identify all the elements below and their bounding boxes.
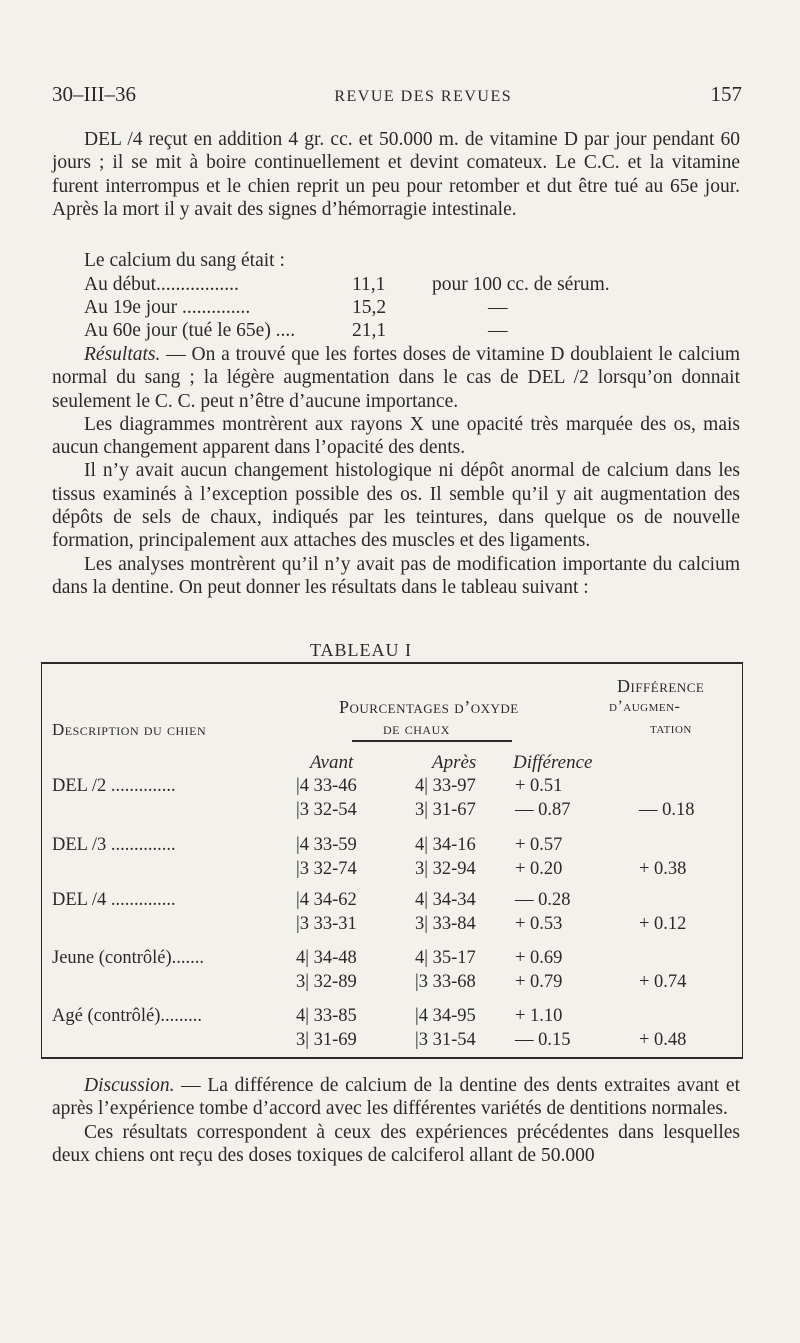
cell-avant: |4 34-62 — [296, 890, 357, 910]
discussion-label: Discussion. — [84, 1075, 175, 1096]
cell-avant: |4 33-59 — [296, 835, 357, 855]
cell-difference: — 0.15 — [515, 1030, 571, 1050]
calcium-intro: Le calcium du sang était : — [84, 250, 285, 271]
histology-paragraph: Il n’y avait aucun changement histologique ni dépôt anormal de calcium dans les tissus examinés à l’exception possible des os. Il semble qu’il y ait augmentation des dépôts de sels de chaux, indiqués par les teintures, dans quelque os de nouvelle formation, principalement aux attaches des muscles et des ligaments. — [52, 460, 740, 552]
table-row — [52, 835, 742, 859]
calcium-row-value: 15,2 — [352, 297, 387, 318]
conclusion-paragraph: Ces résultats correspondent à ceux des expériences précédentes dans lesquelles deux chiens ont reçu des doses toxiques de calciferol allant de 50.000 — [52, 1121, 740, 1166]
calcium-row — [84, 320, 508, 342]
table-row — [52, 776, 742, 800]
results-paragraph — [52, 343, 740, 413]
cell-apres: 4| 33-97 — [415, 776, 476, 796]
cell-augmentation: + 0.38 — [639, 859, 687, 879]
analysis-paragraph: Les analyses montrèrent qu’il n’y avait pas de modification importante du calcium dans la dentine. On peut donner les résultats dans le tableau suivant : — [52, 553, 740, 598]
cell-apres: 4| 34-34 — [415, 890, 476, 910]
calcium-row-label: Au début................. — [84, 274, 239, 295]
table-title: TABLEAU I — [310, 640, 413, 660]
cell-apres: 4| 34-16 — [415, 835, 476, 855]
running-header — [52, 82, 742, 107]
row-name: DEL /4 .............. — [52, 890, 176, 910]
row-name: Agé (contrôlé)......... — [52, 1006, 203, 1026]
cell-difference: + 0.57 — [515, 835, 563, 855]
cell-avant: |3 32-74 — [296, 859, 357, 879]
cell-difference: + 0.53 — [515, 914, 563, 934]
row-name: Jeune (contrôlé)....... — [52, 948, 205, 968]
paragraph-del4 — [52, 128, 740, 221]
cell-augmentation: + 0.48 — [639, 1030, 687, 1050]
cell-difference: + 0.51 — [515, 776, 563, 796]
results-text: — On a trouvé que les fortes doses de vitamine D doublaient le calcium normal du sang ; la légère augmentation dans le cas de DEL /2 lorsqu’on donnait seulement le C. C. peut n’être d’aucune importance. — [52, 344, 740, 412]
cell-difference: + 0.69 — [515, 948, 563, 968]
table-header-percentages: Pourcentages d’oxyde — [339, 697, 519, 717]
header-rule — [352, 740, 512, 742]
cell-difference: + 1.10 — [515, 1006, 563, 1026]
row-name: DEL /2 .............. — [52, 776, 176, 796]
cell-apres: 3| 33-84 — [415, 914, 476, 934]
cell-augmentation: + 0.74 — [639, 972, 687, 992]
calcium-row-label: Au 60e jour (tué le 65e) .... — [84, 320, 296, 341]
calcium-row — [84, 297, 508, 319]
cell-augmentation: + 0.12 — [639, 914, 687, 934]
calcium-row-unit: pour 100 cc. de sérum. — [432, 274, 610, 295]
cell-apres: |3 33-68 — [415, 972, 476, 992]
cell-avant: |4 33-46 — [296, 776, 357, 796]
cell-apres: |4 34-95 — [415, 1006, 476, 1026]
cell-difference: — 0.28 — [515, 890, 571, 910]
cell-avant: |3 32-54 — [296, 800, 357, 820]
calcium-row — [84, 274, 610, 296]
cell-avant: 4| 33-85 — [296, 1006, 357, 1026]
header-date: 30–III–36 — [52, 82, 136, 106]
table-row — [52, 890, 742, 914]
subheader-apres: Après — [432, 752, 477, 773]
table-row — [52, 914, 742, 938]
page-number: 157 — [710, 82, 742, 106]
table-header-difference: Différence — [617, 676, 705, 696]
calcium-row-value: 11,1 — [352, 274, 386, 295]
header-journal-title: REVUE DES REVUES — [334, 88, 513, 105]
cell-avant: 4| 34-48 — [296, 948, 357, 968]
cell-apres: 3| 31-67 — [415, 800, 476, 820]
cell-avant: 3| 31-69 — [296, 1030, 357, 1050]
table-header-description: Description du chien — [52, 720, 207, 739]
table-header-augmentation: d’augmen- — [609, 698, 681, 715]
discussion-text: — La différence de calcium de la dentine des dents extraites avant et après l’expérience tombe d’accord avec les différentes variétés de dentitions normales. — [52, 1075, 740, 1120]
cell-difference: — 0.87 — [515, 800, 571, 820]
subheader-difference: Différence — [513, 752, 593, 773]
table-row — [52, 948, 742, 972]
table-row — [52, 972, 742, 996]
calcium-row-unit: — — [488, 320, 508, 341]
table-row — [52, 1030, 742, 1054]
calcium-row-value: 21,1 — [352, 320, 387, 341]
discussion-section — [52, 1074, 740, 1167]
cell-avant: |3 33-31 — [296, 914, 357, 934]
paragraph-text: DEL /4 reçut en addition 4 gr. cc. et 50.000 m. de vitamine D par jour pendant 60 jours ; il se mit à boire continuellement et devint comateux. Le C.C. et la vitamine furent interrompus et le chien reprit un peu pour retomber et dut être tué au 65e jour. Après la mort il y avait des signes d’hémorragie intestinale. — [52, 129, 740, 220]
subheader-avant: Avant — [310, 752, 354, 773]
calcium-row-unit: — — [488, 297, 508, 318]
cell-augmentation: — 0.18 — [639, 800, 695, 820]
cell-difference: + 0.79 — [515, 972, 563, 992]
table-row — [52, 800, 742, 824]
cell-avant: 3| 32-89 — [296, 972, 357, 992]
cell-difference: + 0.20 — [515, 859, 563, 879]
xray-paragraph: Les diagrammes montrèrent aux rayons X une opacité très marquée des os, mais aucun changement apparent dans l’opacité des dents. — [52, 413, 740, 459]
table-header-tation: tation — [650, 720, 692, 737]
table-row — [52, 1006, 742, 1030]
calcium-row-label: Au 19e jour .............. — [84, 297, 251, 318]
results-label: Résultats. — [84, 344, 161, 365]
results-section — [52, 343, 740, 599]
discussion-paragraph — [52, 1074, 740, 1121]
cell-apres: |3 31-54 — [415, 1030, 476, 1050]
table-row — [52, 859, 742, 883]
table-header-chaux: de chaux — [383, 719, 450, 738]
cell-apres: 3| 32-94 — [415, 859, 476, 879]
row-name: DEL /3 .............. — [52, 835, 176, 855]
cell-apres: 4| 35-17 — [415, 948, 476, 968]
